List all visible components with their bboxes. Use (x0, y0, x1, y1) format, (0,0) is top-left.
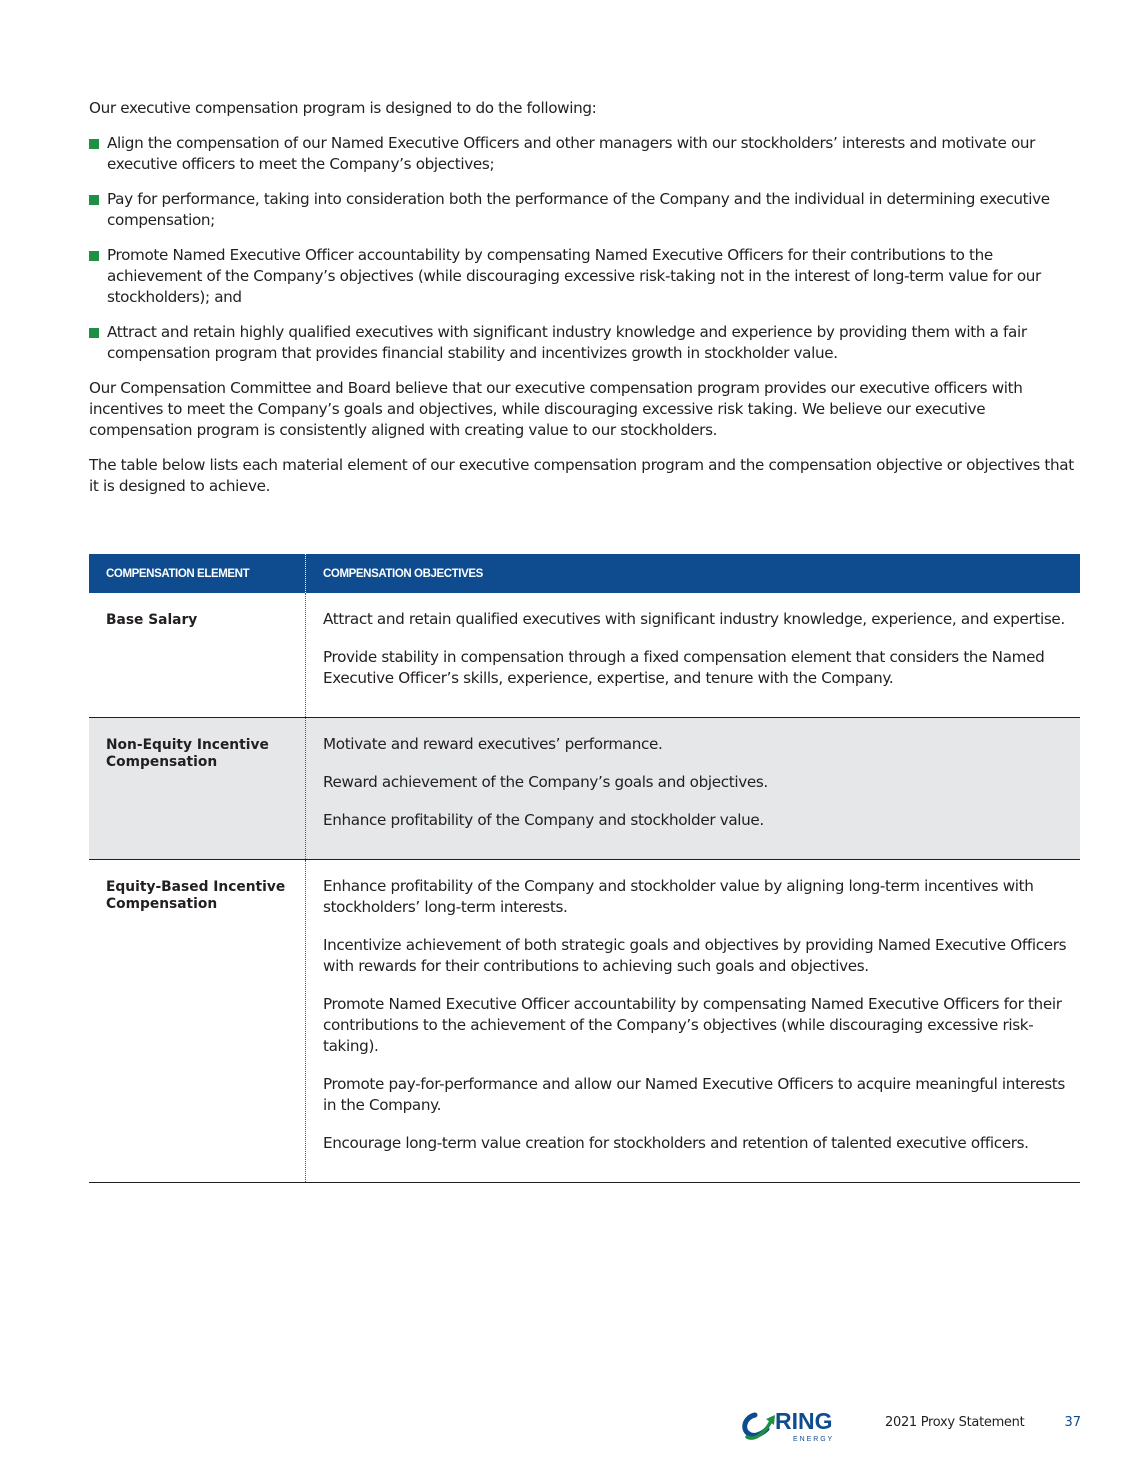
objectives-cell (306, 593, 1081, 718)
objective-text: Enhance profitability of the Company and stockholder value. (323, 811, 764, 829)
objective-text: Promote pay-for-performance and allow our Named Executive Officers to acquire meaningful interests in the Company. (323, 1075, 1065, 1114)
objective-text: Attract and retain qualified executives with significant industry knowledge, experience, and expertise. (323, 610, 1065, 628)
objective-text: Incentivize achievement of both strategic goals and objectives by providing Named Executive Officers with rewards for their contributions to achieving such goals and objectives. (323, 936, 1067, 975)
compensation-table (89, 554, 1080, 1183)
logo-energy-text: E N E R G Y (793, 1436, 833, 1443)
table-row (89, 718, 1080, 860)
list-item: Attract and retain highly qualified executives with significant industry knowledge and experience by providing them with a fair compensation program that provides financial stability and incentivizes growth in stockholder value. (89, 322, 1081, 364)
page-number: 37 (1064, 1415, 1081, 1430)
list-item: Pay for performance, taking into consideration both the performance of the Company and the individual in determining executive compensation; (89, 189, 1081, 231)
header-compensation-objectives: COMPENSATION OBJECTIVES (306, 554, 1081, 593)
element-cell: Equity-Based Incentive Compensation (89, 860, 306, 1183)
page-content (89, 98, 1081, 1183)
page-footer (741, 1405, 1081, 1445)
header-compensation-element: COMPENSATION ELEMENT (89, 554, 306, 593)
objectives-list (89, 133, 1081, 364)
objective-text: Promote Named Executive Officer accountability by compensating Named Executive Officers for their contributions to the achievement of the Company’s objectives (while discouraging excessive risk-taking). (323, 995, 1062, 1055)
list-item: Align the compensation of our Named Executive Officers and other managers with our stockholders’ interests and motivate our executive officers to meet the Company’s objectives; (89, 133, 1081, 175)
table-intro-paragraph: The table below lists each material element of our executive compensation program and the compensation objective or objectives that it is designed to achieve. (89, 456, 1074, 495)
objective-text: Encourage long-term value creation for stockholders and retention of talented executive officers. (323, 1134, 1029, 1152)
objectives-cell (306, 860, 1081, 1183)
element-cell: Base Salary (89, 593, 306, 718)
intro-text: Our executive compensation program is designed to do the following: (89, 99, 597, 117)
list-item: Promote Named Executive Officer accountability by compensating Named Executive Officers for their contributions to the achievement of the Company’s objectives (while discouraging excessive risk-taking not in the interest of long-term value for our stockholders); and (89, 245, 1081, 308)
square-bullet-icon (89, 251, 99, 261)
objective-text: Enhance profitability of the Company and stockholder value by aligning long-term incentives with stockholders’ long-term interests. (323, 877, 1034, 916)
objective-text: Motivate and reward executives’ performance. (323, 735, 663, 753)
footer-title: 2021 Proxy Statement (885, 1415, 1025, 1430)
objectives-cell (306, 718, 1081, 860)
square-bullet-icon (89, 139, 99, 149)
element-cell: Non-Equity Incentive Compensation (89, 718, 306, 860)
table-row (89, 593, 1080, 718)
ring-energy-logo-icon (741, 1407, 859, 1443)
table-row (89, 860, 1080, 1183)
committee-paragraph: Our Compensation Committee and Board believe that our executive compensation program provides our executive officers with incentives to meet the Company’s goals and objectives, while discouraging excessive risk taking. We believe our executive compensation program is consistently aligned with creating value to our stockholders. (89, 379, 1023, 439)
objective-text: Provide stability in compensation through a fixed compensation element that considers the Named Executive Officer’s skills, experience, expertise, and tenure with the Company. (323, 648, 1045, 687)
square-bullet-icon (89, 328, 99, 338)
logo-ring-text: RING (775, 1408, 833, 1434)
square-bullet-icon (89, 195, 99, 205)
table-header-row (89, 554, 1080, 593)
objective-text: Reward achievement of the Company’s goals and objectives. (323, 773, 768, 791)
